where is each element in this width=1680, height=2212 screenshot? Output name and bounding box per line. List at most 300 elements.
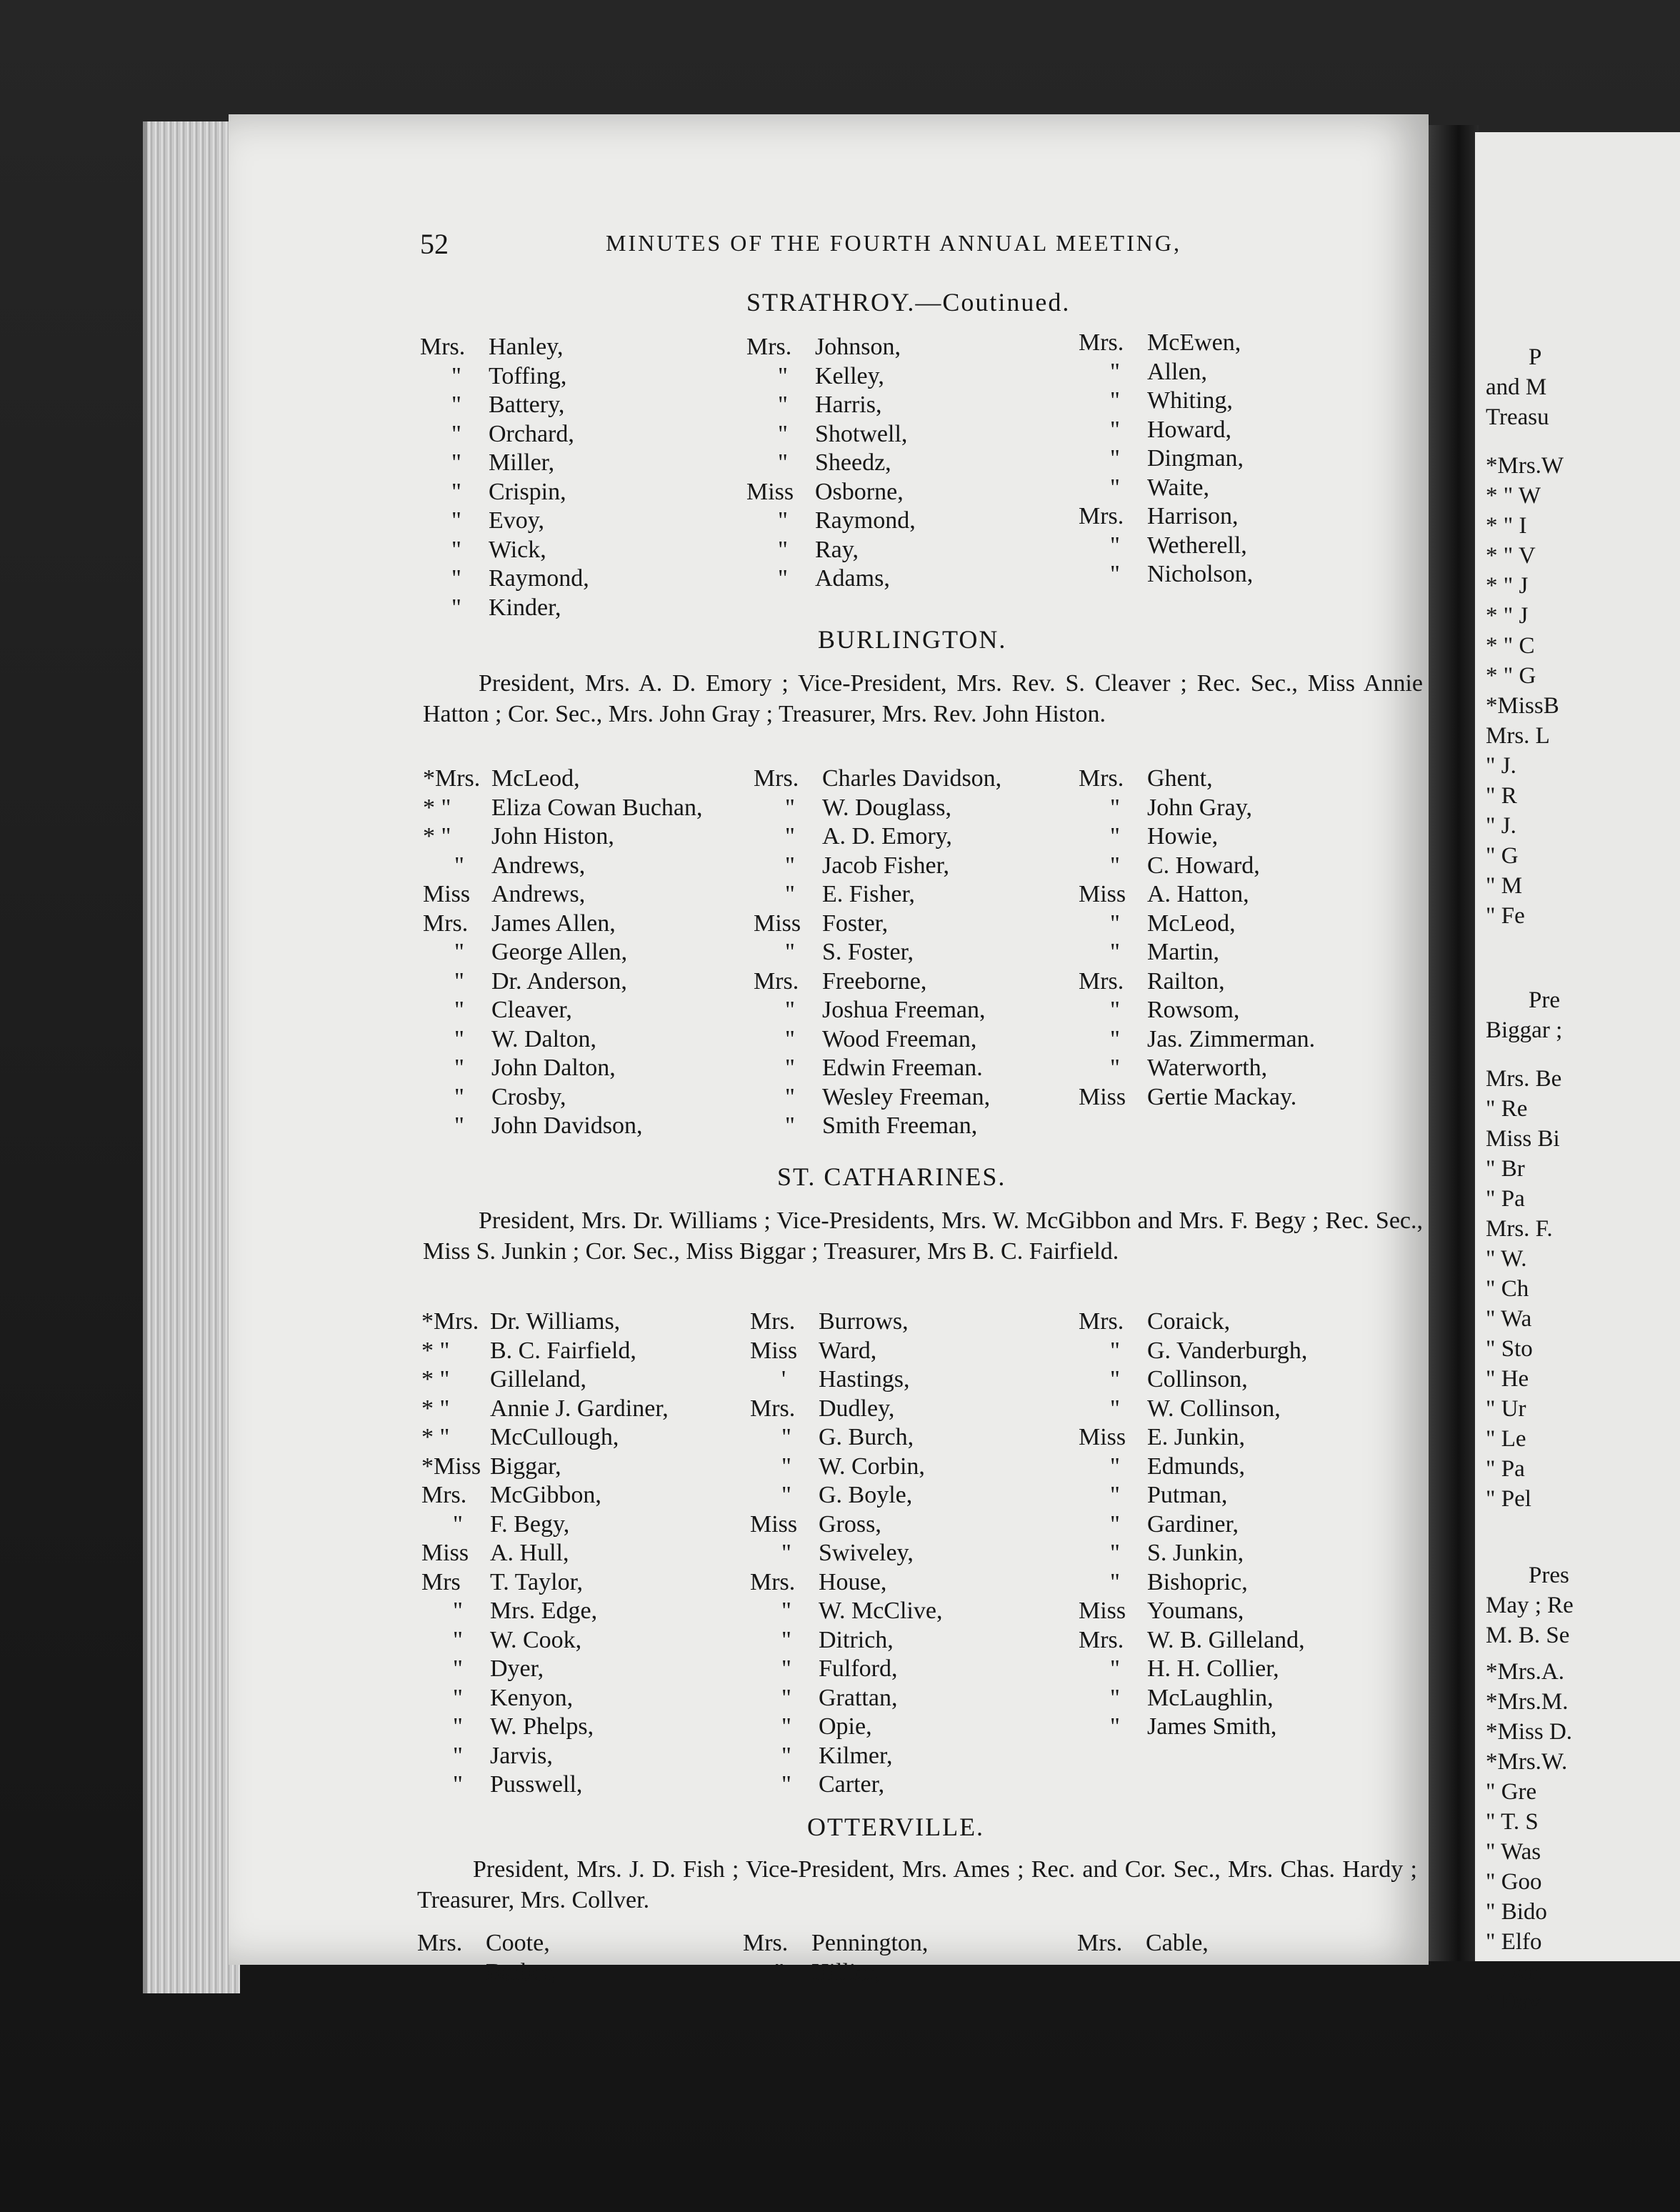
- name-prefix: ": [1110, 939, 1120, 965]
- member-name: Youmans,: [1147, 1598, 1244, 1624]
- member-name: H. H. Collier,: [1147, 1655, 1279, 1682]
- right-page-line: " Wa: [1486, 1306, 1532, 1332]
- name-prefix: Mrs.: [750, 1308, 796, 1335]
- member-name: Mrs. Edge,: [490, 1598, 598, 1624]
- name-prefix: ": [778, 420, 788, 447]
- list-item: [750, 1453, 942, 1482]
- name-prefix: ": [454, 852, 464, 879]
- member-name: Ghent,: [1147, 765, 1213, 792]
- member-name: Battery,: [489, 392, 565, 418]
- member-name: Andrews,: [491, 881, 586, 907]
- name-prefix: Mrs.: [746, 334, 792, 360]
- name-prefix: ": [451, 478, 461, 505]
- book-page-edges: [143, 121, 240, 1993]
- list-item: [423, 764, 703, 794]
- list-item: [1079, 938, 1315, 967]
- book-gutter: [1429, 125, 1479, 1961]
- name-prefix: *Mrs.: [423, 765, 481, 792]
- member-name: Whiting,: [1147, 387, 1233, 414]
- name-prefix: ": [1110, 1055, 1120, 1081]
- list-item: [1079, 1337, 1307, 1366]
- member-name: Waite,: [1147, 474, 1209, 501]
- member-name: Raymond,: [489, 565, 589, 592]
- member-name: S. Junkin,: [1147, 1540, 1244, 1566]
- list-item: [750, 1423, 942, 1453]
- list-item: [754, 1054, 1001, 1083]
- list-item: [420, 507, 589, 536]
- right-page-line: * " I: [1486, 513, 1527, 539]
- list-item: [754, 822, 1001, 852]
- list-item: [743, 1929, 928, 1958]
- name-prefix: ": [1110, 1684, 1120, 1711]
- right-page-line: * " W: [1486, 483, 1541, 509]
- member-name: Waterworth,: [1147, 1055, 1268, 1081]
- member-name: Freeborne,: [822, 967, 927, 995]
- section-title-st-catharines: ST. CATHARINES.: [777, 1162, 1006, 1191]
- otterville-officers: President, Mrs. J. D. Fish ; Vice-President, Mrs. Ames ; Rec. and Cor. Sec., Mrs. Chas. Hardy ; Treasurer, Mrs. Collver.: [417, 1856, 1417, 1913]
- member-name: James Allen,: [491, 910, 616, 937]
- strathroy-column-3: [1079, 329, 1253, 589]
- list-item: [420, 478, 589, 507]
- member-name: Annie J. Gardiner,: [490, 1395, 669, 1422]
- right-page-line: Mrs. F.: [1486, 1216, 1553, 1242]
- name-prefix: ": [1110, 561, 1120, 587]
- name-prefix: ": [1110, 1453, 1120, 1480]
- name-prefix: ": [781, 1453, 791, 1480]
- name-prefix: ": [1110, 1025, 1120, 1052]
- right-page-line: *Mrs.W: [1486, 453, 1564, 479]
- name-prefix: ": [454, 1025, 464, 1052]
- name-prefix: ": [785, 852, 795, 879]
- member-name: W. Collinson,: [1147, 1395, 1281, 1422]
- member-name: Bishopric,: [1147, 1568, 1248, 1595]
- list-item: [421, 1481, 669, 1510]
- member-name: Gross,: [819, 1510, 881, 1538]
- list-item: [421, 1655, 669, 1684]
- list-item: [421, 1626, 669, 1655]
- list-item: [421, 1742, 669, 1771]
- member-name: Crispin,: [489, 478, 566, 505]
- section-title-burlington: BURLINGTON.: [818, 625, 1007, 654]
- name-prefix: ": [1110, 532, 1120, 559]
- list-item: [420, 333, 589, 362]
- otterville-column-1: [417, 1929, 557, 1987]
- member-name: Adams,: [815, 565, 890, 592]
- name-prefix: ": [453, 1684, 463, 1711]
- list-item: [1079, 1365, 1307, 1395]
- member-name: Nicholson,: [1147, 561, 1254, 587]
- list-item: [750, 1568, 942, 1598]
- list-item: [1079, 329, 1253, 358]
- name-prefix: ": [785, 1025, 795, 1052]
- list-item: [1079, 852, 1315, 881]
- member-name: Edwin Freeman.: [822, 1055, 983, 1081]
- name-prefix: *Mrs.: [421, 1308, 479, 1335]
- member-name: Dyer,: [490, 1655, 544, 1682]
- list-item: [1079, 358, 1253, 387]
- member-name: W. B. Gilleland,: [1147, 1626, 1305, 1653]
- list-item: [421, 1568, 669, 1598]
- member-name: Osborne,: [815, 478, 904, 505]
- member-name: Hastings,: [819, 1366, 910, 1393]
- list-item: [754, 794, 1001, 823]
- right-page-line: " T. S: [1486, 1809, 1539, 1835]
- list-item: [423, 822, 703, 852]
- right-page-line: Pres: [1529, 1563, 1569, 1588]
- member-name: Johnson,: [815, 334, 901, 360]
- right-page-line: " Was: [1486, 1839, 1541, 1865]
- list-item: [1079, 794, 1315, 823]
- name-prefix: ": [454, 997, 464, 1023]
- name-prefix: ": [781, 1482, 791, 1508]
- member-name: Opie,: [819, 1713, 872, 1740]
- member-name: Wick,: [489, 536, 546, 563]
- name-prefix: ": [453, 1713, 463, 1740]
- name-prefix: Miss: [1079, 1598, 1126, 1624]
- name-prefix: ": [778, 507, 788, 534]
- list-item: [746, 507, 916, 536]
- list-item: [1079, 1423, 1307, 1453]
- member-name: Andrews,: [491, 852, 586, 879]
- member-name: Evoy,: [489, 507, 545, 534]
- member-name: Collinson,: [1147, 1366, 1248, 1393]
- list-item: [750, 1713, 942, 1742]
- name-prefix: ": [453, 1742, 463, 1769]
- list-item: [1079, 560, 1253, 589]
- member-name: Smith Freeman,: [822, 1112, 978, 1139]
- name-prefix: * ": [421, 1366, 450, 1393]
- right-page-line: *Mrs.W.: [1486, 1749, 1568, 1775]
- st-catharines-column-2: [750, 1307, 942, 1800]
- right-page-line: *Miss D.: [1486, 1719, 1573, 1745]
- list-item: [750, 1742, 942, 1771]
- strathroy-column-1: [420, 333, 589, 622]
- member-name: Wesley Freeman,: [822, 1083, 991, 1110]
- name-prefix: * ": [423, 794, 451, 821]
- name-prefix: * ": [421, 1337, 450, 1364]
- list-item: [1079, 1568, 1307, 1598]
- name-prefix: Miss: [1079, 881, 1126, 907]
- list-item: [420, 391, 589, 420]
- list-item: [1079, 880, 1315, 910]
- list-item: [421, 1684, 669, 1713]
- right-page-line: May ; Re: [1486, 1593, 1574, 1618]
- list-item: [750, 1365, 942, 1395]
- right-page-line: " Dav: [1486, 1989, 1541, 2015]
- member-name: G. Boyle,: [819, 1482, 913, 1508]
- list-item: [1079, 474, 1253, 503]
- member-name: Dr. Williams,: [490, 1308, 621, 1335]
- right-page-line: " Den: [1486, 1959, 1541, 1985]
- list-item: [421, 1423, 669, 1453]
- name-prefix: ": [785, 939, 795, 965]
- member-name: G. Burch,: [819, 1424, 914, 1450]
- name-prefix: Mrs.: [754, 967, 799, 995]
- member-name: Cleaver,: [491, 997, 572, 1023]
- name-prefix: ": [774, 1958, 784, 1986]
- name-prefix: ": [1110, 852, 1120, 879]
- name-prefix: ": [785, 997, 795, 1023]
- name-prefix: *Miss: [421, 1453, 481, 1480]
- list-item: [754, 996, 1001, 1025]
- name-prefix: ": [1110, 1395, 1120, 1422]
- name-prefix: Mrs.: [750, 1568, 796, 1595]
- member-name: John Davidson,: [491, 1112, 643, 1139]
- list-item: [1079, 1083, 1315, 1112]
- list-item: [746, 333, 916, 362]
- list-item: [746, 420, 916, 449]
- burlington-column-3: [1079, 764, 1315, 1112]
- member-name: John Gray,: [1147, 794, 1252, 821]
- list-item: [1079, 1539, 1307, 1568]
- member-name: W. Dalton,: [491, 1025, 597, 1052]
- right-page-line: " Sto: [1486, 1336, 1533, 1362]
- list-item: [417, 1929, 557, 1958]
- member-name: McEwen,: [1147, 329, 1241, 356]
- name-prefix: ": [454, 1083, 464, 1110]
- member-name: Wood Freeman,: [822, 1025, 977, 1052]
- right-page-line: " G: [1486, 843, 1519, 869]
- right-page-line: *MissB: [1486, 693, 1559, 719]
- list-item: [754, 1112, 1001, 1141]
- member-name: A. Hull,: [490, 1540, 569, 1566]
- name-prefix: Miss: [754, 910, 801, 937]
- list-item: [423, 1112, 703, 1141]
- list-item: [754, 852, 1001, 881]
- burlington-officers: President, Mrs. A. D. Emory ; Vice-President, Mrs. Rev. S. Cleaver ; Rec. Sec., Miss Annie Hatton ; Cor. Sec., Mrs. John Gray ; Treasurer, Mrs. Rev. John Histon.: [423, 670, 1423, 727]
- list-item: [421, 1539, 669, 1568]
- name-prefix: Miss: [750, 1510, 798, 1538]
- list-item: [754, 1025, 1001, 1055]
- otterville-column-3: [1077, 1929, 1209, 1958]
- member-name: W. Douglass,: [822, 794, 952, 821]
- list-item: [754, 880, 1001, 910]
- name-prefix: Mrs.: [1077, 1930, 1123, 1956]
- name-prefix: ": [781, 1742, 791, 1769]
- list-item: [1079, 1025, 1315, 1055]
- member-name: James Smith,: [1147, 1713, 1277, 1740]
- list-item: [421, 1395, 669, 1424]
- name-prefix: Mrs.: [420, 334, 466, 360]
- list-item: [746, 478, 916, 507]
- list-item: [1079, 532, 1253, 561]
- list-item: [1079, 996, 1315, 1025]
- right-page-line: " R: [1486, 783, 1517, 809]
- member-name: Biggar,: [490, 1453, 561, 1480]
- member-name: Coraick,: [1147, 1308, 1231, 1335]
- list-item: [750, 1770, 942, 1800]
- name-prefix: Mrs.: [421, 1482, 467, 1508]
- list-item: [423, 1083, 703, 1112]
- member-name: W. Cook,: [490, 1626, 582, 1653]
- member-name: McGibbon,: [490, 1482, 601, 1508]
- list-item: [750, 1684, 942, 1713]
- member-name: Kinder,: [489, 594, 561, 621]
- name-prefix: Mrs.: [750, 1395, 796, 1422]
- right-page-line: " Pa: [1486, 1186, 1525, 1212]
- name-prefix: ": [454, 1055, 464, 1081]
- member-name: McLeod,: [1147, 910, 1236, 937]
- right-page-line: " Ur: [1486, 1396, 1526, 1422]
- list-item: [420, 594, 589, 623]
- list-item: [1079, 1626, 1307, 1655]
- section-title-otterville: OTTERVILLE.: [807, 1813, 985, 1841]
- list-item: [746, 362, 916, 392]
- member-name: Kenyon,: [490, 1684, 574, 1711]
- name-prefix: ": [778, 392, 788, 418]
- member-name: Ditrich,: [819, 1626, 894, 1653]
- list-item: [750, 1395, 942, 1424]
- name-prefix: ": [1110, 1655, 1120, 1682]
- name-prefix: ": [785, 881, 795, 907]
- name-prefix: ": [453, 1510, 463, 1538]
- name-prefix: * ": [421, 1395, 450, 1422]
- right-page-line: " Pa: [1486, 1456, 1525, 1482]
- name-prefix: ": [1110, 1540, 1120, 1566]
- name-prefix: ": [785, 1083, 795, 1110]
- right-page-line: * " C: [1486, 633, 1535, 659]
- list-item: [421, 1770, 669, 1800]
- member-name: Gertie Mackay.: [1147, 1083, 1297, 1110]
- list-item: [754, 938, 1001, 967]
- name-prefix: ": [781, 1424, 791, 1450]
- name-prefix: ": [1110, 1510, 1120, 1538]
- name-prefix: ": [781, 1713, 791, 1740]
- right-page-line: " Br: [1486, 1156, 1525, 1182]
- list-item: [1079, 822, 1315, 852]
- right-page-line: Biggar ;: [1486, 1017, 1563, 1043]
- member-name: Putman,: [1147, 1482, 1228, 1508]
- name-prefix: ": [1110, 1337, 1120, 1364]
- member-name: Howie,: [1147, 823, 1219, 850]
- right-page-line: P: [1529, 344, 1542, 370]
- right-page-line: Miss Bi: [1486, 1126, 1560, 1152]
- member-name: Dr. Anderson,: [491, 967, 627, 995]
- member-name: T. Taylor,: [490, 1568, 584, 1595]
- member-name: Dudley,: [819, 1395, 895, 1422]
- member-name: House,: [819, 1568, 887, 1595]
- list-item: [750, 1655, 942, 1684]
- member-name: Kilmer,: [819, 1742, 893, 1769]
- list-item: [750, 1337, 942, 1366]
- member-name: Swiveley,: [819, 1540, 914, 1566]
- member-name: Harrison,: [1147, 503, 1239, 529]
- name-prefix: ": [785, 823, 795, 850]
- list-item: [1079, 387, 1253, 416]
- name-prefix: Mrs.: [1079, 1308, 1124, 1335]
- list-item: [754, 967, 1001, 997]
- list-item: [420, 449, 589, 478]
- list-item: [1079, 1713, 1307, 1742]
- member-name: Jacob Fisher,: [822, 852, 950, 879]
- right-page-line: " Re: [1486, 1096, 1528, 1122]
- right-page-line: " Ch: [1486, 1276, 1529, 1302]
- name-prefix: ": [778, 449, 788, 476]
- name-prefix: ": [451, 449, 461, 476]
- member-name: John Dalton,: [491, 1055, 616, 1081]
- right-page-line: Pre: [1529, 987, 1560, 1013]
- name-prefix: ": [778, 565, 788, 592]
- member-name: Joshua Freeman,: [822, 997, 986, 1023]
- list-item: [746, 536, 916, 565]
- name-prefix: ": [781, 1540, 791, 1566]
- right-page-line: " Elfo: [1486, 1929, 1542, 1955]
- member-name: W. Corbin,: [819, 1453, 925, 1480]
- name-prefix: ": [781, 1771, 791, 1798]
- name-prefix: ": [781, 1684, 791, 1711]
- name-prefix: Mrs.: [754, 765, 799, 792]
- name-prefix: ": [453, 1771, 463, 1798]
- member-name: Shotwell,: [815, 420, 908, 447]
- right-page-line: " W.: [1486, 1246, 1527, 1272]
- right-page-line: *Mrs.M.: [1486, 1689, 1569, 1715]
- list-item: [423, 967, 703, 997]
- member-name: Cable,: [1146, 1930, 1209, 1956]
- name-prefix: ": [785, 1055, 795, 1081]
- name-prefix: ": [451, 362, 461, 389]
- name-prefix: Miss: [1079, 1424, 1126, 1450]
- member-name: F. Begy,: [490, 1510, 570, 1538]
- list-item: [746, 391, 916, 420]
- list-item: [1077, 1929, 1209, 1958]
- list-item: [1079, 502, 1253, 532]
- member-name: Carter,: [819, 1771, 885, 1798]
- list-item: [1079, 444, 1253, 474]
- list-item: [420, 362, 589, 392]
- name-prefix: ": [781, 1655, 791, 1682]
- member-name: Grattan,: [819, 1684, 898, 1711]
- list-item: [421, 1307, 669, 1337]
- name-prefix: ": [1110, 358, 1120, 385]
- list-item: [1079, 1054, 1315, 1083]
- name-prefix: Mrs.: [423, 910, 469, 937]
- member-name: McLaughlin,: [1147, 1684, 1274, 1711]
- member-name: Toffing,: [489, 362, 567, 389]
- member-name: McLeod,: [491, 765, 580, 792]
- name-prefix: ": [453, 1655, 463, 1682]
- name-prefix: ": [454, 1112, 464, 1139]
- right-page-line: * " G: [1486, 663, 1536, 689]
- member-name: E. Fisher,: [822, 881, 915, 907]
- name-prefix: ": [1110, 387, 1120, 414]
- right-page-line: Mrs. Be: [1486, 1066, 1562, 1092]
- member-name: Barber,: [486, 1958, 557, 1986]
- name-prefix: ": [1110, 416, 1120, 443]
- member-name: Howard,: [1147, 416, 1232, 443]
- member-name: Wetherell,: [1147, 532, 1247, 559]
- list-item: [423, 996, 703, 1025]
- name-prefix: ": [451, 507, 461, 534]
- right-page-line: M. B. Se: [1486, 1623, 1570, 1648]
- name-prefix: ": [1110, 997, 1120, 1023]
- member-name: Pusswell,: [490, 1771, 583, 1798]
- name-prefix: Mrs.: [1079, 503, 1124, 529]
- member-name: John Histon,: [491, 823, 614, 850]
- member-name: A. Hatton,: [1147, 881, 1249, 907]
- name-prefix: ": [453, 1598, 463, 1624]
- name-prefix: * ": [423, 823, 451, 850]
- list-item: [1079, 1453, 1307, 1482]
- list-item: [420, 420, 589, 449]
- name-prefix: Mrs: [421, 1568, 461, 1595]
- right-page-line: *Mrs.A.: [1486, 1659, 1565, 1685]
- member-name: Coote,: [486, 1930, 550, 1956]
- list-item: [743, 1958, 928, 1988]
- right-page-line: " Gre: [1486, 1779, 1537, 1805]
- name-prefix: ': [781, 1366, 786, 1393]
- name-prefix: ": [1110, 794, 1120, 821]
- name-prefix: ": [451, 392, 461, 418]
